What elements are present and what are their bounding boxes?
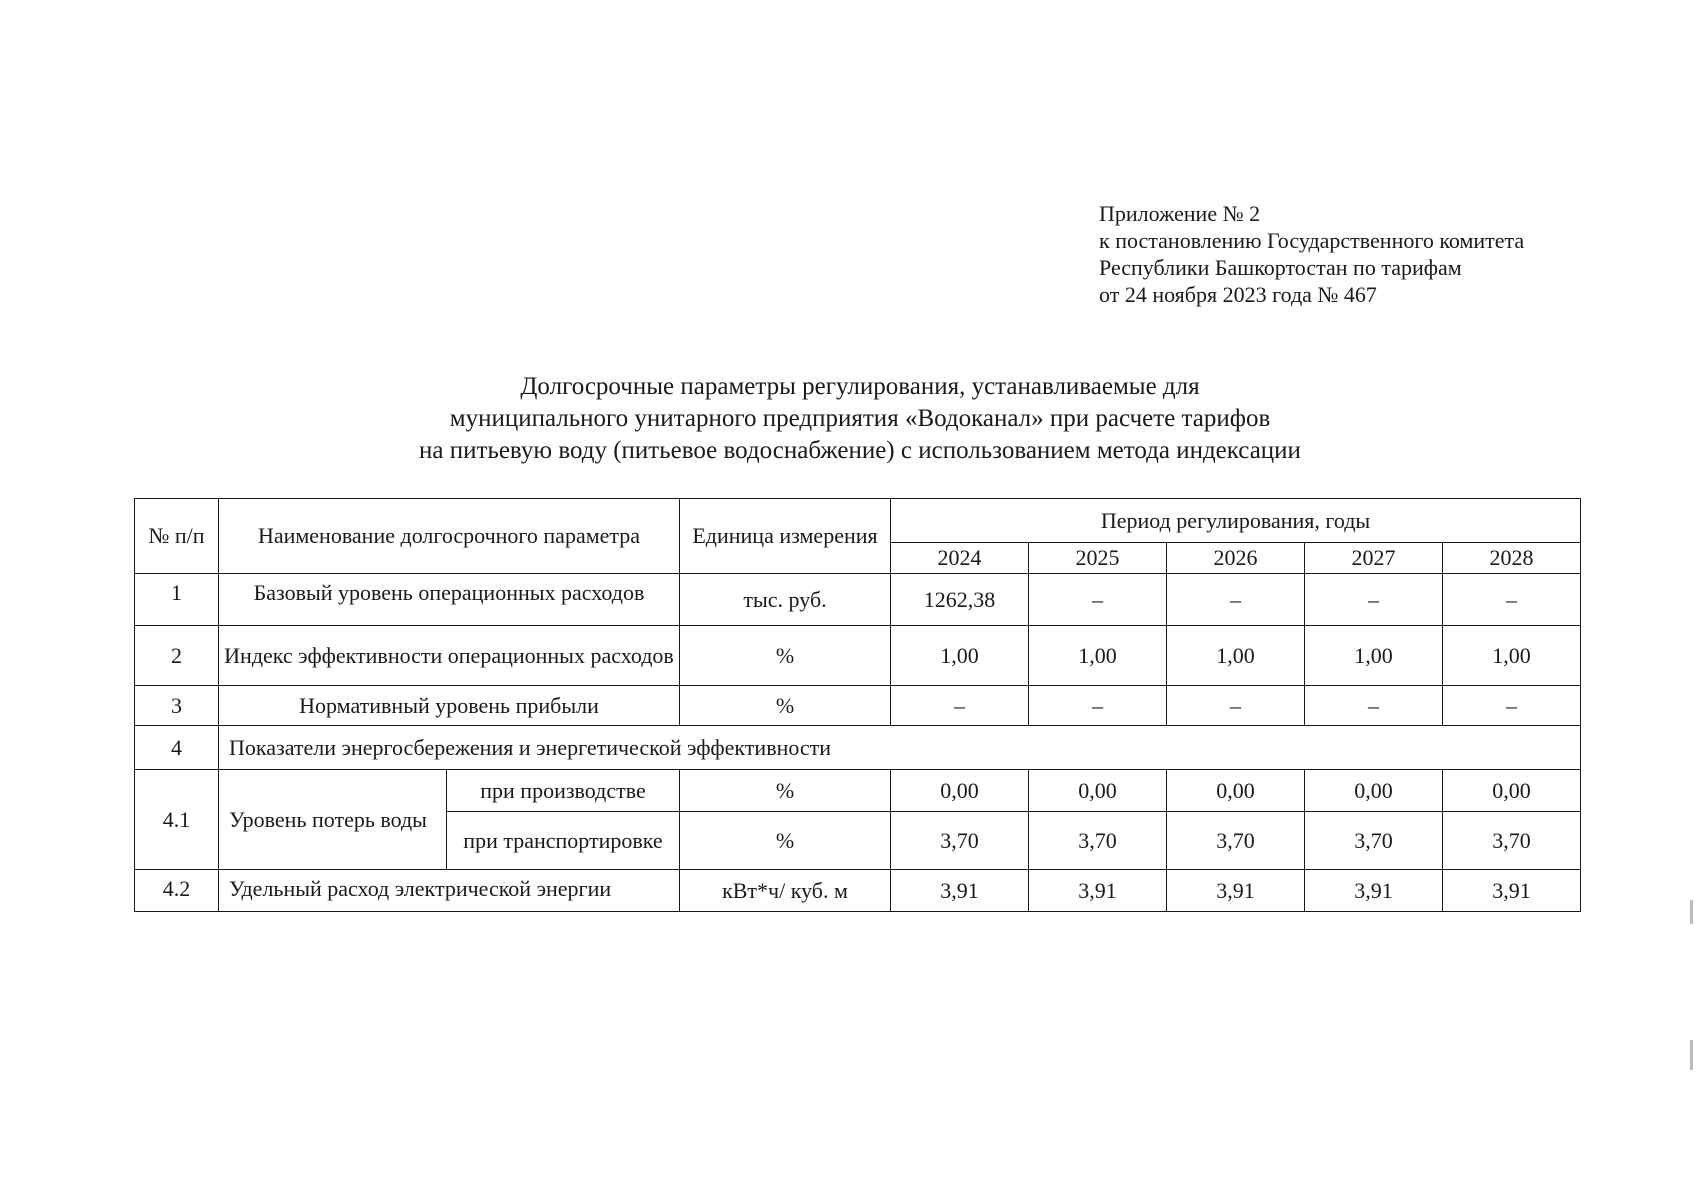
row-unit: % (680, 626, 891, 686)
row-value: – (1305, 574, 1443, 626)
header-year-2028: 2028 (1443, 543, 1581, 574)
row-unit: % (680, 770, 891, 812)
annex-line-3: Республики Башкортостан по тарифам (1099, 255, 1462, 280)
row-value: – (1305, 686, 1443, 726)
row-name: Базовый уровень операционных расходов (219, 574, 680, 626)
row-value: – (1167, 686, 1305, 726)
title-line-3: на питьевую воду (питьевое водоснабжение) с использованием метода индексации (419, 437, 1301, 464)
row-num: 1 (135, 574, 219, 626)
row-value: 3,70 (1443, 812, 1581, 870)
annex-header (1099, 200, 1524, 308)
row-num: 3 (135, 686, 219, 726)
header-year-2027: 2027 (1305, 543, 1443, 574)
row-value: – (1443, 574, 1581, 626)
row-value: 0,00 (1029, 770, 1167, 812)
row-num: 4.2 (135, 870, 219, 912)
row-value: 1,00 (1443, 626, 1581, 686)
row-value: – (891, 686, 1029, 726)
document-title (280, 371, 1440, 467)
header-unit: Единица измерения (680, 499, 891, 574)
header-period: Период регулирования, годы (891, 499, 1581, 543)
table-row (135, 626, 1581, 686)
header-row-1 (135, 499, 1581, 543)
row-unit: % (680, 686, 891, 726)
row-value: 1262,38 (891, 574, 1029, 626)
row-section-title: Показатели энергосбережения и энергетической эффективности (219, 726, 1581, 770)
row-value: 3,70 (1305, 812, 1443, 870)
header-year-2026: 2026 (1167, 543, 1305, 574)
row-subname: при производстве (447, 770, 680, 812)
title-line-1: Долгосрочные параметры регулирования, устанавливаемые для (520, 373, 1200, 400)
row-value: 1,00 (1029, 626, 1167, 686)
row-value: 0,00 (891, 770, 1029, 812)
row-value: 3,70 (1029, 812, 1167, 870)
header-name: Наименование долгосрочного параметра (219, 499, 680, 574)
row-num: 2 (135, 626, 219, 686)
annex-line-1: Приложение № 2 (1099, 201, 1261, 226)
row-value: 1,00 (1167, 626, 1305, 686)
row-num: 4 (135, 726, 219, 770)
table-row (135, 686, 1581, 726)
row-value: – (1029, 686, 1167, 726)
row-value: 3,91 (1443, 870, 1581, 912)
parameters-table (134, 498, 1581, 912)
row-value: 1,00 (891, 626, 1029, 686)
row-value: 3,70 (891, 812, 1029, 870)
row-value: 3,91 (1167, 870, 1305, 912)
row-value: 3,91 (891, 870, 1029, 912)
scan-edge-mark (1690, 900, 1693, 924)
scan-edge-mark (1690, 1040, 1693, 1070)
row-value: 1,00 (1305, 626, 1443, 686)
row-value: 0,00 (1305, 770, 1443, 812)
row-value: – (1443, 686, 1581, 726)
row-value: 0,00 (1443, 770, 1581, 812)
row-value: 0,00 (1167, 770, 1305, 812)
row-unit: кВт*ч/ куб. м (680, 870, 891, 912)
header-year-2025: 2025 (1029, 543, 1167, 574)
row-subname: при транспортировке (447, 812, 680, 870)
row-value: 3,91 (1305, 870, 1443, 912)
row-value: – (1029, 574, 1167, 626)
annex-line-2: к постановлению Государственного комитета (1099, 228, 1525, 253)
header-num: № п/п (135, 499, 219, 574)
table-row (135, 870, 1581, 912)
row-unit: тыс. руб. (680, 574, 891, 626)
table-row (135, 770, 1581, 812)
row-unit: % (680, 812, 891, 870)
row-value: – (1167, 574, 1305, 626)
row-name: Удельный расход электрической энергии (219, 870, 680, 912)
row-num: 4.1 (135, 770, 219, 870)
title-line-2: муниципального унитарного предприятия «Водоканал» при расчете тарифов (449, 405, 1271, 432)
annex-line-4: от 24 ноября 2023 года № 467 (1099, 282, 1377, 307)
header-year-2024: 2024 (891, 543, 1029, 574)
row-name: Индекс эффективности операционных расходов (219, 626, 680, 686)
row-value: 3,70 (1167, 812, 1305, 870)
row-value: 3,91 (1029, 870, 1167, 912)
row-name: Нормативный уровень прибыли (219, 686, 680, 726)
row-name: Уровень потерь воды (219, 770, 447, 870)
table-row (135, 726, 1581, 770)
table-row (135, 574, 1581, 626)
